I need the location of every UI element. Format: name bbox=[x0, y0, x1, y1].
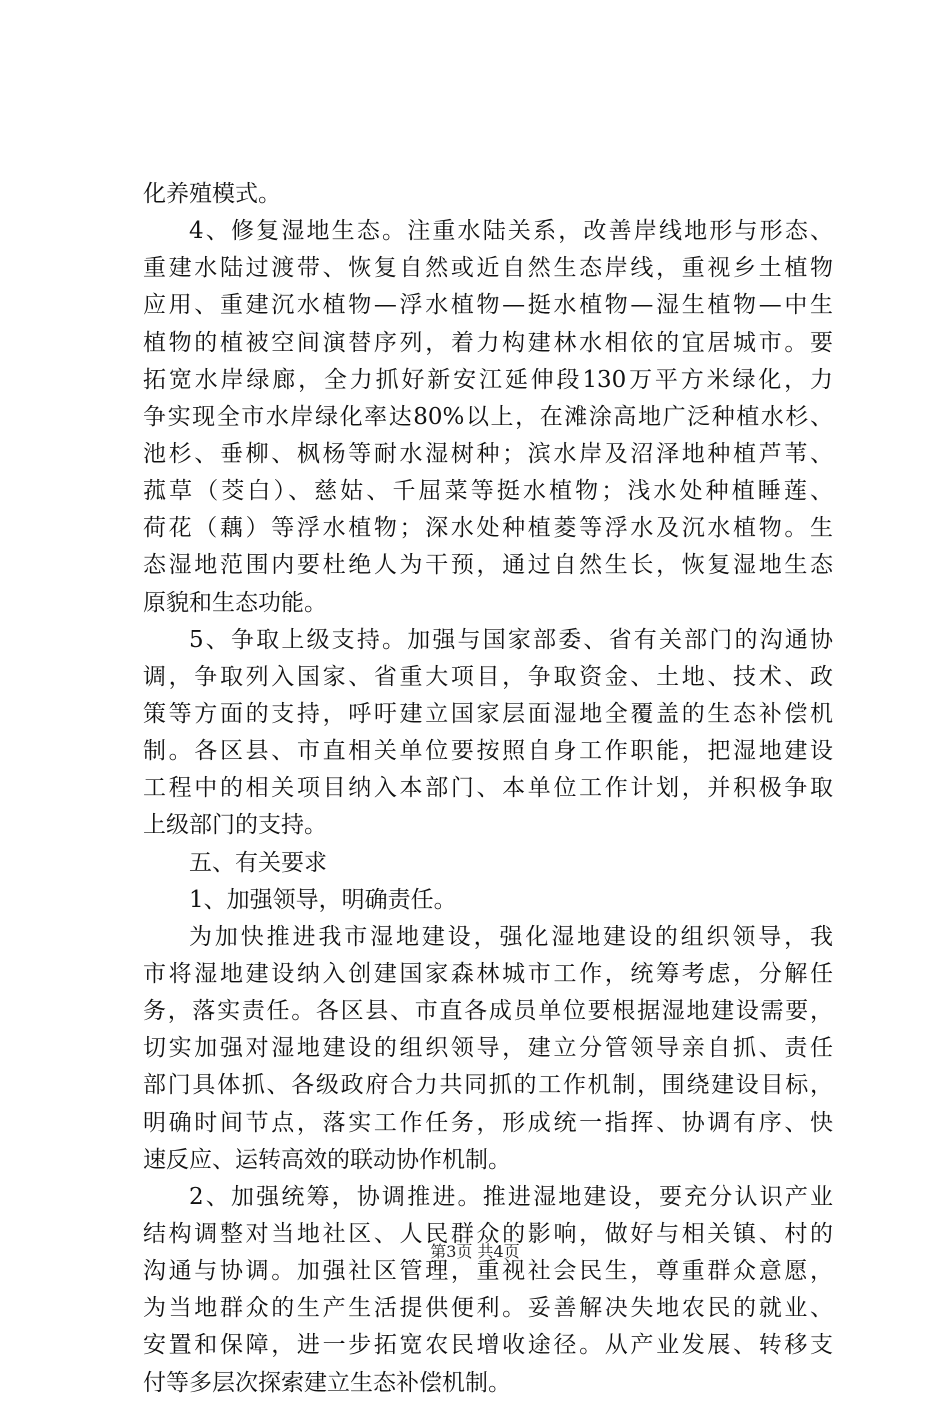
document-body bbox=[143, 176, 833, 1402]
text-line: 植物的植被空间演替序列，着力构建林水相依的宜居城市。要 bbox=[143, 329, 833, 356]
text-line: 工程中的相关项目纳入本部门、本单位工作计划，并积极争取 bbox=[143, 775, 833, 802]
text-line: 务，落实责任。各区县、市直各成员单位要根据湿地建设需要， bbox=[143, 998, 833, 1025]
text-line: 制。各区县、市直相关单位要按照自身工作职能，把湿地建设 bbox=[143, 738, 833, 765]
text-line: 切实加强对湿地建设的组织领导，建立分管领导亲自抓、责任 bbox=[143, 1035, 833, 1062]
text-line: 策等方面的支持，呼吁建立国家层面湿地全覆盖的生态补偿机 bbox=[143, 700, 833, 727]
text-line: 沟通与协调。加强社区管理，重视社会民生，尊重群众意愿， bbox=[143, 1258, 833, 1285]
text-line: 结构调整对当地社区、人民群众的影响，做好与相关镇、村的 bbox=[143, 1220, 833, 1247]
text-line: 为加快推进我市湿地建设，强化湿地建设的组织领导，我 bbox=[189, 923, 833, 950]
text-line: 菰草（茭白）、慈姑、千屈菜等挺水植物；浅水处种植睡莲、 bbox=[143, 478, 833, 505]
text-line: 争实现全市水岸绿化率达80%以上，在滩涂高地广泛种植水杉、 bbox=[143, 403, 833, 430]
text-line: 2、加强统筹，协调推进。推进湿地建设，要充分认识产业 bbox=[189, 1183, 833, 1210]
text-line: 拓宽水岸绿廊，全力抓好新安江延伸段130万平方米绿化，力 bbox=[143, 366, 833, 393]
text-line: 应用、重建沉水植物—浮水植物—挺水植物—湿生植物—中生 bbox=[143, 292, 833, 319]
text-line: 态湿地范围内要杜绝人为干预，通过自然生长，恢复湿地生态 bbox=[143, 552, 833, 579]
section-heading: 五、有关要求 bbox=[189, 849, 327, 876]
text-line: 4、修复湿地生态。注重水陆关系，改善岸线地形与形态、 bbox=[189, 218, 833, 245]
text-line: 上级部门的支持。 bbox=[143, 812, 327, 839]
text-line: 部门具体抓、各级政府合力共同抓的工作机制，围绕建设目标， bbox=[143, 1072, 833, 1099]
text-line: 速反应、运转高效的联动协作机制。 bbox=[143, 1146, 511, 1173]
text-line: 为当地群众的生产生活提供便利。妥善解决失地农民的就业、 bbox=[143, 1295, 833, 1322]
subsection-heading: 1、加强领导，明确责任。 bbox=[189, 886, 457, 913]
text-line: 荷花（藕）等浮水植物；深水处种植菱等浮水及沉水植物。生 bbox=[143, 515, 833, 542]
page-number-footer: 第3页 共4页 bbox=[430, 1242, 520, 1261]
text-line: 付等多层次探索建立生态补偿机制。 bbox=[143, 1369, 511, 1396]
text-line: 池杉、垂柳、枫杨等耐水湿树种；滨水岸及沼泽地种植芦苇、 bbox=[143, 440, 833, 467]
text-line: 市将湿地建设纳入创建国家森林城市工作，统筹考虑，分解任 bbox=[143, 960, 833, 987]
text-line: 化养殖模式。 bbox=[143, 181, 281, 207]
text-line: 明确时间节点，落实工作任务，形成统一指挥、协调有序、快 bbox=[143, 1109, 833, 1136]
text-line: 原貌和生态功能。 bbox=[143, 589, 327, 616]
text-line: 重建水陆过渡带、恢复自然或近自然生态岸线，重视乡土植物 bbox=[143, 255, 833, 282]
text-line: 调，争取列入国家、省重大项目，争取资金、土地、技术、政 bbox=[143, 663, 833, 690]
text-line: 5、争取上级支持。加强与国家部委、省有关部门的沟通协 bbox=[189, 626, 833, 653]
text-line: 安置和保障，进一步拓宽农民增收途径。从产业发展、转移支 bbox=[143, 1332, 833, 1359]
